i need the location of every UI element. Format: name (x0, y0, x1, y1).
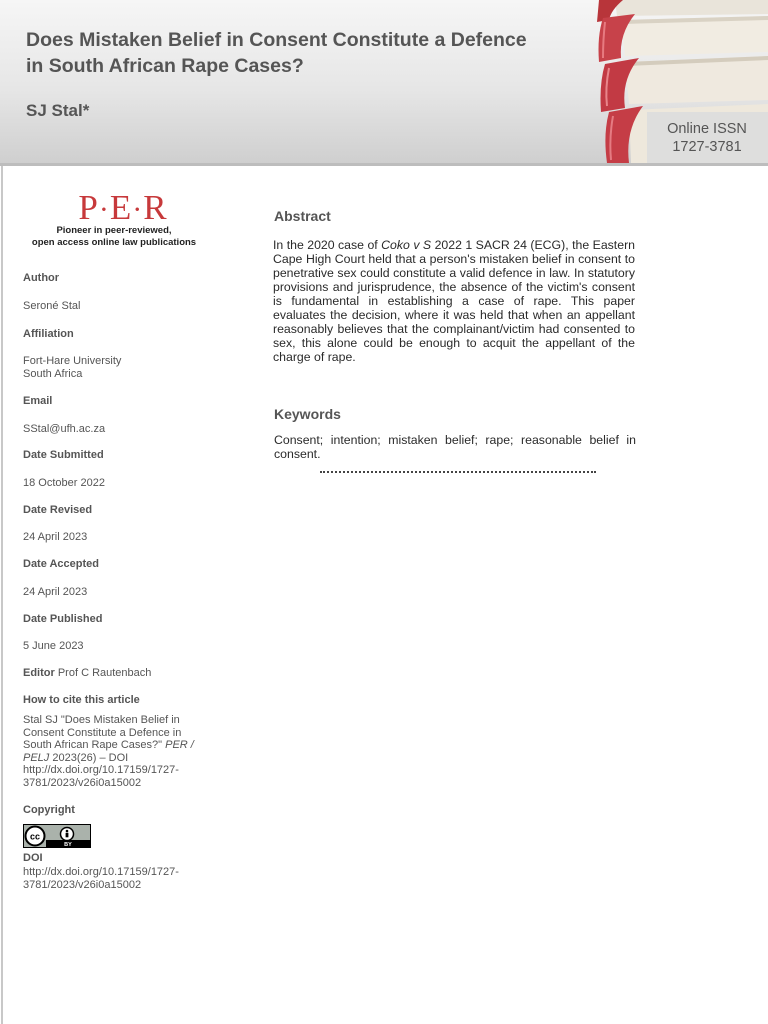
abstract-heading: Abstract (274, 208, 331, 224)
tagline-line2: open access online law publications (31, 237, 197, 248)
abstract-case-name: Coko v S (381, 238, 432, 252)
affiliation-label: Affiliation (23, 328, 74, 340)
doi-link[interactable] (23, 866, 179, 891)
per-logo: P·E·R (78, 188, 168, 227)
date-submitted-label: Date Submitted (23, 449, 104, 461)
cite-doi-line1[interactable]: http://dx.doi.org/10.17159/1727- (23, 764, 179, 777)
date-submitted-value: 18 October 2022 (23, 477, 105, 489)
tagline-line1: Pioneer in peer-reviewed, (56, 225, 172, 236)
svg-text:cc: cc (29, 831, 41, 842)
logo-letter-e: E (109, 188, 133, 227)
cite-line2: Consent Constitute a Defence in (23, 726, 182, 739)
affiliation-line2: South Africa (23, 367, 83, 380)
date-accepted-label: Date Accepted (23, 558, 100, 570)
doi-label: DOI (23, 852, 43, 864)
date-published-label: Date Published (23, 613, 103, 625)
article-title: Does Mistaken Belief in Consent Constitute a Defence in South African Rape Cases? (26, 29, 527, 77)
abstract-text (273, 238, 635, 364)
keywords-text: Consent; intention; mistaken belief; rape; reasonable belief in consent. (274, 433, 636, 461)
cite-journal2: PELJ (23, 751, 50, 764)
issn-label (648, 120, 766, 156)
email-link[interactable]: SStal@ufh.ac.za (23, 423, 106, 435)
citation-text (23, 714, 194, 790)
cite-line1: Stal SJ "Does Mistaken Belief in (23, 714, 180, 726)
left-border-line (1, 166, 3, 1024)
editor-line (23, 667, 151, 680)
cite-doi-line2[interactable]: 3781/2023/v26i0a15002 (23, 776, 142, 789)
date-published-value: 5 June 2023 (23, 640, 84, 652)
cite-journal: PER / (165, 739, 194, 752)
date-revised-label: Date Revised (23, 504, 93, 516)
abstract-intro: In the 2020 case of (273, 238, 382, 252)
email-label: Email (23, 395, 53, 407)
issn-line2: 1727-3781 (672, 139, 742, 155)
affiliation-value (23, 355, 121, 380)
cite-line4: 2023(26) – DOI (52, 751, 129, 764)
logo-letter-p: P (78, 188, 99, 227)
section-divider-dots (320, 471, 596, 473)
affiliation-line1: Fort-Hare University (23, 355, 122, 367)
keywords-heading: Keywords (274, 406, 341, 422)
cc-by-text: BY (64, 842, 72, 848)
article-author: SJ Stal* (26, 101, 90, 120)
abstract-body: 2022 1 SACR 24 (ECG), the Eastern Cape High Court held that a person's mistaken belief in consent to penetrative sex could constitute a valid defence in law. In statutory provisions and jurisprudence, the absence of the victim's consent is fundamental in establishing a case of rape. This paper evaluates the decision, where it was held that when an appellant reasonably believes that the complainant/victim had consented to sex, this alone could be enough to acquit the appellant of the charge of rape. (273, 238, 635, 364)
cite-label: How to cite this article (23, 694, 140, 706)
date-accepted-value: 24 April 2023 (23, 586, 88, 598)
doi-line2[interactable]: 3781/2023/v26i0a15002 (23, 878, 142, 891)
cc-by-license-badge[interactable] (23, 824, 91, 848)
author-label: Author (23, 272, 60, 284)
date-revised-value: 24 April 2023 (23, 531, 88, 543)
header-banner (0, 0, 768, 166)
editor-label: Editor (23, 667, 55, 679)
editor-value: Prof C Rautenbach (57, 667, 152, 679)
issn-line1: Online ISSN (667, 121, 747, 137)
copyright-label: Copyright (23, 804, 75, 816)
cite-line3: South African Rape Cases?" (23, 739, 163, 752)
logo-letter-r: R (143, 188, 168, 227)
logo-tagline (19, 225, 209, 249)
doi-line1[interactable]: http://dx.doi.org/10.17159/1727- (23, 866, 179, 878)
author-value: Seroné Stal (23, 300, 81, 312)
